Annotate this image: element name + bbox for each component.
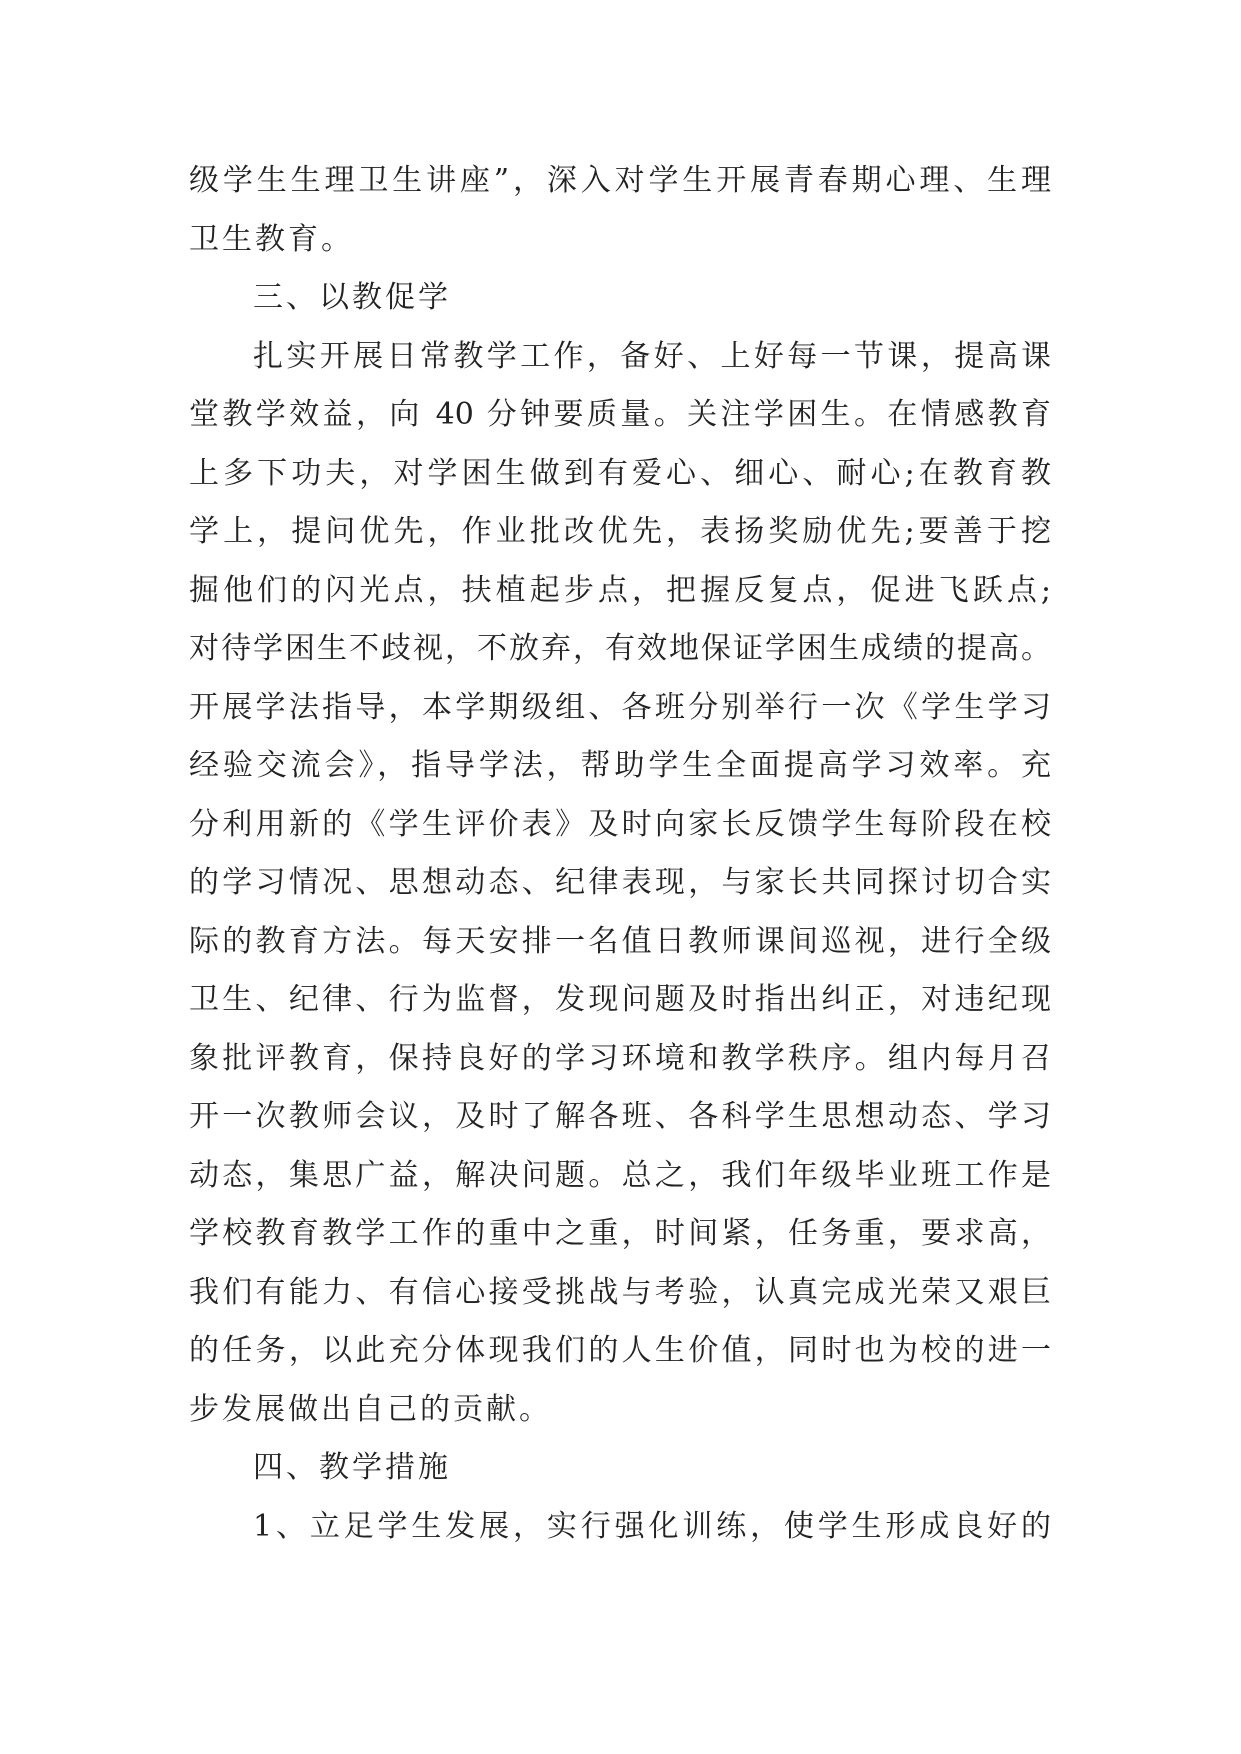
text-line: 学校教育教学工作的重中之重，时间紧，任务重，要求高， (189, 1216, 1051, 1251)
text-line: 步发展做出自己的贡献。 (189, 1391, 552, 1427)
text-line: 卫生、纪律、行为监督，发现问题及时指出纠正，对违纪现 (189, 982, 1051, 1017)
document-body (189, 152, 1051, 1556)
text-line: 象批评教育，保持良好的学习环境和教学秩序。组内每月召 (189, 1040, 1051, 1076)
text-line: 动态，集思广益，解决问题。总之，我们年级毕业班工作是 (189, 1157, 1051, 1193)
text-line: 级学生生理卫生讲座”，深入对学生开展青春期心理、生理 (189, 163, 1051, 198)
text-line: 上多下功夫，对学困生做到有爱心、细心、耐心;在教育教 (189, 455, 1051, 491)
text-line: 的学习情况、思想动态、纪律表现，与家长共同探讨切合实 (189, 865, 1051, 900)
text-line: 我们有能力、有信心接受挑战与考验，认真完成光荣又艰巨 (189, 1274, 1051, 1310)
text-line: 对待学困生不歧视，不放弃，有效地保证学困生成绩的提高。 (189, 631, 1051, 666)
text-line: 扎实开展日常教学工作，备好、上好每一节课，提高课 (253, 338, 1051, 374)
text-line: 的任务，以此充分体现我们的人生价值，同时也为校的进一 (189, 1333, 1051, 1368)
text-line: 卫生教育。 (189, 221, 354, 257)
text-line: 三、以教促学 (253, 280, 451, 315)
text-line: 四、教学措施 (253, 1450, 451, 1485)
text-line: 掘他们的闪光点，扶植起步点，把握反复点，促进飞跃点; (189, 572, 1051, 608)
text-line: 学上，提问优先，作业批改优先，表扬奖励优先;要善于挖 (189, 514, 1051, 549)
text-line: 开展学法指导，本学期级组、各班分别举行一次《学生学习 (189, 689, 1051, 725)
text-line: 1、立足学生发展，实行强化训练，使学生形成良好的 (253, 1508, 1051, 1544)
text-line: 堂教学效益，向 40 分钟要质量。关注学困生。在情感教育 (189, 397, 1051, 432)
text-line: 际的教育方法。每天安排一名值日教师课间巡视，进行全级 (189, 923, 1051, 959)
text-line: 经验交流会》，指导学法，帮助学生全面提高学习效率。充 (189, 748, 1051, 783)
text-line: 开一次教师会议，及时了解各班、各科学生思想动态、学习 (189, 1099, 1051, 1134)
text-line: 分利用新的《学生评价表》及时向家长反馈学生每阶段在校 (189, 806, 1051, 842)
